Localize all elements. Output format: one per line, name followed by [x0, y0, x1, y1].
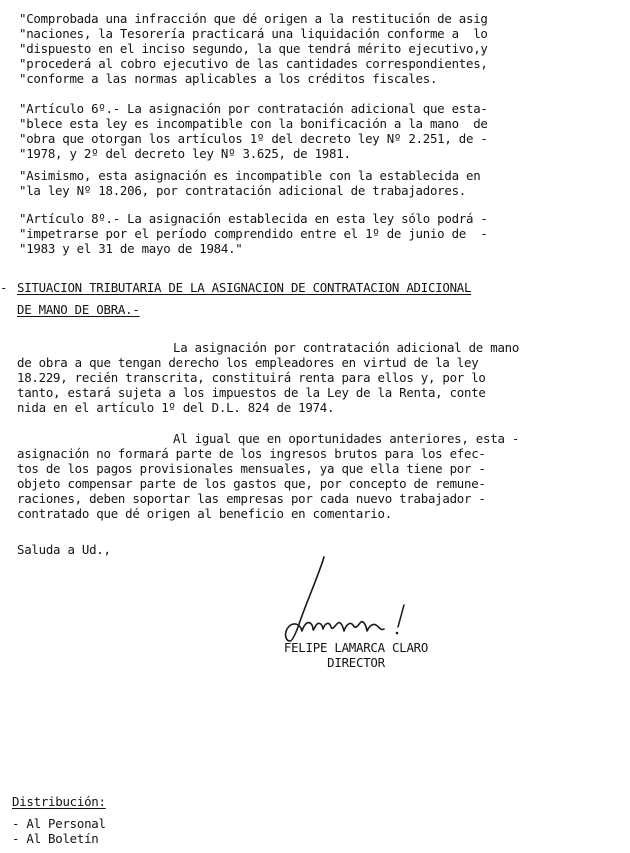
paragraph-line: raciones, deben soportar las empresas por cada nuevo trabajador - — [17, 491, 486, 506]
quote-line: "conforme a las normas aplicables a los créditos fiscales. — [19, 71, 438, 86]
paragraph-line: tos de los pagos provisionales mensuales, ya que ella tiene por - — [17, 461, 486, 476]
quote-line: "Asimismo, esta asignación es incompatible con la establecida en — [19, 168, 481, 183]
closing-salutation: Saluda a Ud., — [17, 542, 111, 557]
paragraph-line: tanto, estará sujeta a los impuestos de la Ley de la Renta, conte — [17, 385, 486, 400]
quote-line: "dispuesto en el inciso segundo, la que tendrá mérito ejecutivo,y — [19, 41, 488, 56]
signer-title: DIRECTOR — [327, 655, 385, 670]
distribution-item: - Al Boletín — [12, 831, 99, 846]
quote-line: "naciones, la Tesorería practicará una liquidación conforme a lo — [19, 26, 488, 41]
paragraph-line: 18.229, recién transcrita, constituirá renta para ellos y, por lo — [17, 370, 486, 385]
quote-line: "la ley Nº 18.206, por contratación adicional de trabajadores. — [19, 183, 467, 198]
margin-mark: - — [0, 280, 8, 295]
signer-name: FELIPE LAMARCA CLARO — [283, 640, 429, 655]
paragraph-line: de obra a que tengan derecho los empleadores en virtud de la ley — [17, 355, 479, 370]
signature-image — [278, 555, 428, 645]
paragraph-line: nida en el artículo 1º del D.L. 824 de 1974. — [17, 400, 335, 415]
quote-line: "impetrarse por el período comprendido entre el 1º de junio de - — [19, 226, 488, 241]
quote-line: "Artículo 6º.- La asignación por contratación adicional que esta- — [19, 101, 488, 116]
quote-line: "obra que otorgan los artículos 1º del decreto ley Nº 2.251, de - — [19, 131, 488, 146]
quote-line: "Artículo 8º.- La asignación establecida en esta ley sólo podrá - — [19, 211, 488, 226]
section-heading: SITUACION TRIBUTARIA DE LA ASIGNACION DE CONTRATACION ADICIONAL — [17, 280, 472, 295]
paragraph-line: asignación no formará parte de los ingresos brutos para los efec- — [17, 446, 486, 461]
distribution-heading: Distribución: — [12, 794, 106, 809]
paragraph-line: objeto compensar parte de los gastos que, por concepto de remune- — [17, 476, 486, 491]
quote-line: "procederá al cobro ejecutivo de las cantidades correspondientes, — [19, 56, 488, 71]
quote-line: "blece esta ley es incompatible con la bonificación a la mano de — [19, 116, 488, 131]
paragraph-line: La asignación por contratación adicional de mano — [173, 340, 520, 355]
paragraph-line: contratado que dé origen al beneficio en comentario. — [17, 506, 392, 521]
distribution-item: - Al Personal — [12, 816, 106, 831]
paragraph-line: Al igual que en oportunidades anteriores, esta - — [173, 431, 520, 446]
section-heading-continued: DE MANO DE OBRA.- — [17, 302, 140, 317]
quote-line: "Comprobada una infracción que dé origen a la restitución de asig — [19, 11, 488, 26]
quote-line: "1983 y el 31 de mayo de 1984." — [19, 241, 243, 256]
quote-line: "1978, y 2º del decreto ley Nº 3.625, de 1981. — [19, 146, 351, 161]
